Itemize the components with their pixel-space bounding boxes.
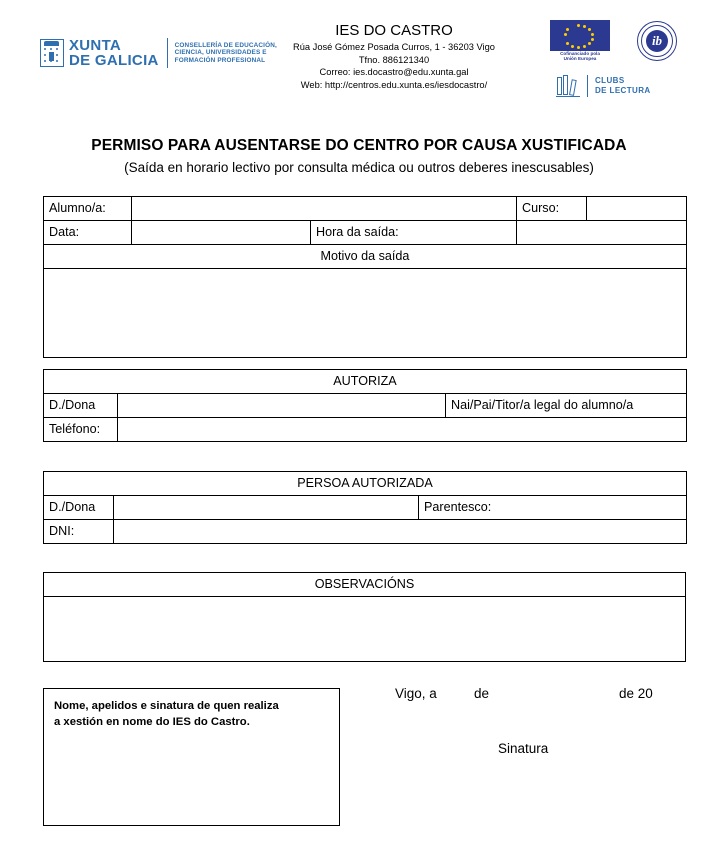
school-contact-block — [239, 21, 549, 91]
ib-world-school-logo-icon — [637, 21, 677, 61]
sign-box-line2: a xestión en nome do IES do Castro. — [54, 716, 250, 728]
observacions-input[interactable] — [44, 597, 686, 662]
clubs-line1: CLUBS — [595, 76, 625, 86]
autoriza-header: AUTORIZA — [44, 370, 687, 394]
alumno-input[interactable] — [132, 197, 517, 221]
hora-saida-input[interactable] — [517, 221, 687, 245]
school-phone: Tfno. 886121340 — [358, 54, 430, 65]
autoriza-relacion-label: Nai/Pai/Titor/a legal do alumno/a — [446, 394, 687, 418]
table-row — [44, 472, 687, 496]
persoa-dni-label: DNI: — [44, 520, 114, 544]
autoriza-telefono-input[interactable] — [118, 418, 687, 442]
table-row — [44, 197, 687, 221]
document-header — [0, 0, 718, 118]
logo-divider — [167, 38, 168, 68]
books-icon — [556, 75, 580, 97]
center-signature-box[interactable] — [43, 688, 340, 826]
alumno-label: Alumno/a: — [44, 197, 132, 221]
clubs-logo-divider — [587, 75, 588, 97]
table-row — [44, 221, 687, 245]
school-email: Correo: ies.docastro@edu.xunta.gal — [319, 67, 469, 77]
table-row — [44, 597, 686, 662]
place-month-separator: de — [474, 686, 490, 701]
persoa-dona-label: D./Dona — [44, 496, 114, 520]
page-title: PERMISO PARA AUSENTARSE DO CENTRO POR CAUSA XUSTIFICADA — [91, 137, 627, 154]
autoriza-dona-label: D./Dona — [44, 394, 118, 418]
curso-label: Curso: — [517, 197, 587, 221]
clubs-line2: DE LECTURA — [595, 86, 651, 95]
conselleria-line2: CIENCIA, UNIVERSIDADES E — [174, 49, 267, 57]
school-web: Web: http://centros.edu.xunta.es/iesdocastro/ — [300, 79, 488, 90]
table-row — [44, 418, 687, 442]
autoriza-table — [43, 369, 687, 442]
clubs-de-lectura-logo — [556, 73, 651, 99]
xunta-name-line1: XUNTA — [69, 37, 122, 54]
table-row — [44, 269, 687, 358]
school-name: IES DO CASTRO — [335, 22, 453, 39]
curso-input[interactable] — [587, 197, 687, 221]
eu-caption-line1: Cofinanciado pola — [560, 51, 600, 56]
conselleria-line3: FORMACIÓN PROFESIONAL — [174, 56, 266, 64]
hora-saida-label: Hora da saída: — [311, 221, 517, 245]
table-row — [44, 520, 687, 544]
conselleria-line1: CONSELLERÍA DE EDUCACIÓN, — [174, 41, 277, 49]
eu-caption-line2: Unión Europea — [563, 56, 597, 62]
persoa-header: PERSOA AUTORIZADA — [44, 472, 687, 496]
table-row — [44, 394, 687, 418]
data-label: Data: — [44, 221, 132, 245]
table-row — [44, 496, 687, 520]
european-union-flag-icon — [549, 20, 611, 62]
sinatura-label: Sinatura — [498, 741, 549, 756]
sign-box-line1: Nome, apelidos e sinatura de quen realiza — [54, 700, 279, 712]
persoa-autorizada-table — [43, 471, 687, 544]
autoriza-telefono-label: Teléfono: — [44, 418, 118, 442]
persoa-parentesco-label: Parentesco: — [419, 496, 687, 520]
persoa-dona-input[interactable] — [114, 496, 419, 520]
page-subtitle: (Saída en horario lectivo por consulta médica ou outros deberes inescusables) — [124, 160, 594, 175]
observacions-table — [43, 572, 686, 662]
persoa-dni-input[interactable] — [114, 520, 687, 544]
xunta-name-line2: DE GALICIA — [69, 52, 159, 69]
galicia-coat-of-arms-icon — [40, 39, 64, 67]
autoriza-dona-input[interactable] — [118, 394, 446, 418]
table-row — [44, 245, 687, 269]
student-data-table — [43, 196, 687, 358]
table-row — [44, 370, 687, 394]
observacions-header: OBSERVACIÓNS — [44, 573, 686, 597]
ib-logo-text: ib — [646, 30, 668, 52]
place-year-prefix: de 20 — [619, 686, 653, 701]
school-address: Rúa José Gómez Posada Curros, 1 - 36203 Vigo — [293, 42, 495, 52]
data-input[interactable] — [132, 221, 311, 245]
table-row — [44, 573, 686, 597]
motivo-header: Motivo da saída — [44, 245, 687, 269]
motivo-input[interactable] — [44, 269, 687, 358]
place-prefix: Vigo, a — [395, 686, 437, 701]
